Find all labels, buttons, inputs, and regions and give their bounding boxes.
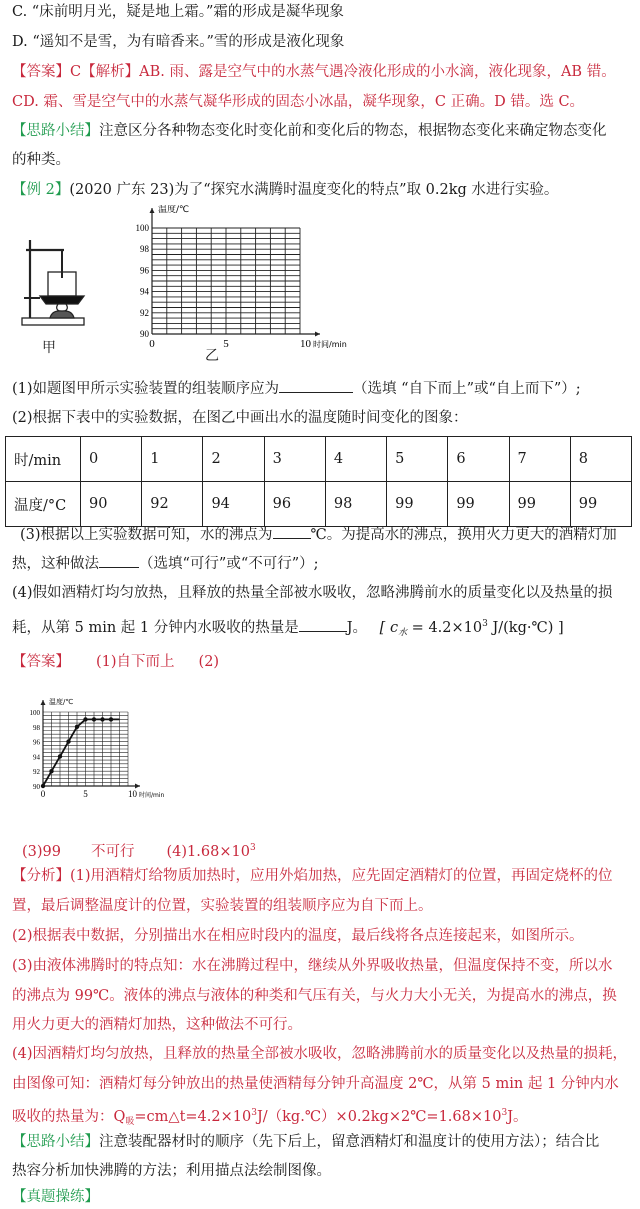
apparatus-icon: [22, 240, 84, 325]
answer-1-line-2: CD. 霜、雪是空气中的水蒸气凝华形成的固态小冰晶，凝华现象，C 正确。D 错。选 C。: [12, 94, 585, 110]
answer-2-tag: 【答案】: [12, 654, 70, 670]
y-axis-arrow-icon: [41, 700, 46, 705]
table-cell: 90: [81, 482, 142, 527]
apparatus-caption: 甲: [42, 340, 56, 356]
answer-chart: [25, 690, 185, 800]
x-tick-label: 5: [223, 338, 229, 350]
table-cell: 5: [387, 437, 448, 482]
answer-2-exponent: 3: [249, 843, 256, 853]
analysis-text: AB. 雨、露是空气中的水蒸气遇冷液化形成的小水滴，液化现象，AB 错。: [139, 64, 616, 80]
empty-grid-figure: [125, 205, 370, 355]
summary-2-line-1: [12, 1132, 599, 1152]
experiment-apparatus-figure: [18, 238, 88, 330]
y-tick-label: 92: [140, 307, 149, 318]
analysis-formula-2: J/（kg.℃）×0.2kg×2℃=1.68×10: [256, 1108, 502, 1125]
y-tick-label: 100: [29, 709, 40, 717]
table-row-header: 温度/°C: [6, 482, 81, 527]
x-tick-label: 0: [40, 789, 46, 799]
table-cell: 1: [142, 437, 203, 482]
summary-2-text: 注意装配器材时的顺序（先下后上，留意酒精灯和温度计的使用方法）；结合比: [99, 1134, 600, 1150]
data-point: [58, 754, 62, 758]
y-tick-label: 94: [140, 286, 149, 297]
table-cell: 7: [509, 437, 570, 482]
answer-blank-3b[interactable]: [99, 553, 139, 568]
analysis-p3-line-1: (3)由液体沸腾时的特点知：水在沸腾过程中，继续从外界吸收热量，但温度保持不变，所以水: [12, 958, 613, 974]
sub-question-2: (2)根据下表中的实验数据，在图乙中画出水的温度随时间变化的图象：: [12, 410, 468, 426]
graph-caption: 乙: [205, 348, 219, 364]
table-cell: 98: [325, 482, 386, 527]
analysis-p2: (2)根据表中数据，分别描出水在相应时段内的温度，最后线将各点连接起来，如图所示。: [12, 928, 584, 944]
y-axis-label: 温度/℃: [158, 205, 190, 215]
table-row-time: [6, 437, 632, 482]
table-row-header: 时/min: [6, 437, 81, 482]
analysis-p1-text: (1)用酒精灯给物质加热时，应用外焰加热，应先固定酒精灯的位置，再固定烧杯的位: [70, 868, 613, 884]
y-tick-label: 92: [33, 768, 40, 777]
sub-question-3-mid: ℃。为提高水的沸点，换用火力更大的酒精灯加: [310, 527, 617, 543]
table-cell: 0: [81, 437, 142, 482]
table-cell: 2: [203, 437, 264, 482]
x-axis-label: 时间/min: [139, 792, 165, 799]
table-cell: 8: [570, 437, 631, 482]
y-tick-label: 100: [135, 223, 149, 233]
y-tick-label: 96: [33, 738, 40, 747]
table-cell: 99: [448, 482, 509, 527]
sub-question-4-line-1: (4)假如酒精灯均匀放热，且释放的热量全部被水吸收，忽略沸腾前水的质量变化以及热量的损: [12, 585, 613, 601]
x-tick-label: 5: [83, 789, 88, 799]
analysis-p4-line-3: [12, 1103, 528, 1132]
next-section-heading: 【真题操练】: [12, 1189, 99, 1205]
table-cell: 3: [264, 437, 325, 482]
answer-1-line-1: [12, 62, 616, 82]
data-point: [49, 769, 53, 773]
option-d: D. “遥知不是雪，为有暗香来。”雪的形成是液化现象: [12, 34, 345, 50]
sub-question-3-hint: （选填“可行”或“不可行”）;: [139, 556, 319, 572]
sub-question-3-line-2-text: 热，这种做法: [12, 556, 99, 572]
y-axis-label: 温度/℃: [49, 698, 74, 706]
data-point: [109, 717, 113, 721]
table-cell: 92: [142, 482, 203, 527]
y-tick-label: 98: [33, 723, 40, 732]
sub-question-4-text: 耗，从第 5 min 起 1 分钟内水吸收的热量是: [12, 619, 299, 636]
summary-tag: 【思路小结】: [12, 123, 99, 139]
data-point: [41, 784, 45, 788]
example-text: (2020 广东 23)为了“探究水满腾时温度变化的特点”取 0.2kg 水进行实验。: [69, 182, 559, 198]
sub-question-1: [12, 378, 581, 399]
analysis-formula-3: J。: [507, 1108, 528, 1125]
apparatus-base: [22, 318, 84, 325]
answer-2-line: [12, 652, 219, 672]
x-axis-arrow-icon: [135, 784, 140, 789]
x-axis-arrow-icon: [315, 332, 320, 337]
y-tick-label: 90: [140, 329, 149, 339]
sub-question-1-text: (1)如题图甲所示实验装置的组装顺序应为: [12, 381, 280, 397]
analysis-p4-text: 吸收的热量为：Q: [12, 1108, 126, 1125]
sub-question-1-hint: （选填 “自下而上”或“自上而下”）;: [353, 381, 581, 397]
answer-2-part-3: (3)99: [22, 843, 61, 860]
x-axis-label: 时间/min: [313, 340, 347, 349]
analysis-subscript: 吸: [125, 1116, 135, 1127]
x-tick-label: 0: [149, 338, 155, 350]
analysis-tag: 【解析】: [81, 64, 140, 80]
analysis-tag-2: 【分析】: [12, 868, 70, 884]
answer-2-part-1: (1)自下而上: [96, 654, 175, 670]
analysis-p3-line-2: 的沸点为 99℃。液体的沸点与液体的种类和气压有关，与火力大小无关，为提高水的沸点，换: [12, 988, 617, 1004]
analysis-exponent-1: 3: [251, 1108, 257, 1118]
answer-blank-1[interactable]: [279, 378, 353, 393]
sub-question-4-line-2: [12, 614, 564, 643]
y-tick-label: 90: [33, 783, 40, 791]
answer-2-part-4: (4)1.68×10: [166, 843, 250, 860]
analysis-p4-line-1: (4)因酒精灯均匀放热，且释放的热量全部被水吸收，忽略沸腾前水的质量变化以及热量的损耗，: [12, 1046, 628, 1062]
analysis-p1-line-1: [12, 866, 613, 886]
formula-exponent: 3: [482, 619, 488, 629]
data-point: [75, 725, 79, 729]
sub-question-3-line-1: [20, 524, 617, 545]
sub-question-3-line-2: [12, 553, 319, 574]
y-axis-arrow-icon: [150, 208, 155, 213]
sub-question-4-unit: J。: [346, 619, 368, 636]
answer-2-part-2: (2): [198, 654, 220, 670]
formula-value: = 4.2×10: [407, 619, 483, 636]
summary-2-line-2: 热容分析加快沸腾的方法；利用描点法绘制图像。: [12, 1163, 331, 1179]
data-point: [100, 717, 104, 721]
example-tag: 【例 2】: [12, 182, 70, 198]
analysis-p4-line-2: 由图像可知：酒精灯每分钟放出的热量使酒精每分钟升高温度 2℃，从第 5 min 起 1 分钟内水: [12, 1076, 619, 1092]
answer-2-part-3b: 不可行: [91, 843, 135, 860]
data-point: [83, 717, 87, 721]
answer-value: C: [70, 64, 82, 80]
analysis-p1-line-2: 置，最后调整温度计的位置，实验装置的组装顺序应为自下而上。: [12, 898, 433, 914]
formula-subscript: 水: [398, 627, 408, 638]
table-cell: 99: [570, 482, 631, 527]
table-cell: 99: [509, 482, 570, 527]
data-point: [92, 717, 96, 721]
answer-2-line-2: [22, 838, 256, 862]
data-point: [66, 739, 70, 743]
y-tick-label: 96: [140, 265, 149, 276]
x-tick-label: 10: [128, 789, 137, 799]
option-c: C. “床前明月光，疑是地上霜。”霜的形成是凝华现象: [12, 4, 344, 20]
answer-blank-3a[interactable]: [273, 524, 311, 539]
specific-heat-formula: [380, 620, 407, 636]
formula-c: [ c: [379, 619, 399, 636]
analysis-p3-line-3: 用火力更大的酒精灯加热，这种做法不可行。: [12, 1017, 302, 1033]
summary-1-line-1: [12, 121, 607, 141]
example-2-heading: [12, 180, 558, 200]
table-cell: 6: [448, 437, 509, 482]
analysis-exponent-2: 3: [501, 1108, 508, 1118]
table-cell: 94: [203, 482, 264, 527]
summary-1-line-2: 的种类。: [12, 152, 70, 168]
data-table: [5, 436, 632, 527]
summary-2-tag: 【思路小结】: [12, 1134, 99, 1150]
answer-blank-4[interactable]: [299, 617, 347, 632]
sub-question-3-text: (3)根据以上实验数据可知，水的沸点为: [20, 527, 273, 543]
y-tick-label: 94: [33, 753, 40, 762]
y-tick-label: 98: [140, 244, 149, 255]
x-tick-label: 10: [300, 338, 311, 350]
answer-tag: 【答案】: [12, 64, 70, 80]
table-row-temperature: [6, 482, 632, 527]
summary-text: 注意区分各种物态变化时变化前和变化后的物态，根据物态变化来确定物态变化: [99, 123, 607, 139]
analysis-formula-1: =cm△t=4.2×10: [134, 1108, 252, 1125]
table-cell: 96: [264, 482, 325, 527]
table-cell: 4: [325, 437, 386, 482]
table-cell: 99: [387, 482, 448, 527]
formula-unit: J/(kg·℃) ]: [487, 619, 564, 636]
